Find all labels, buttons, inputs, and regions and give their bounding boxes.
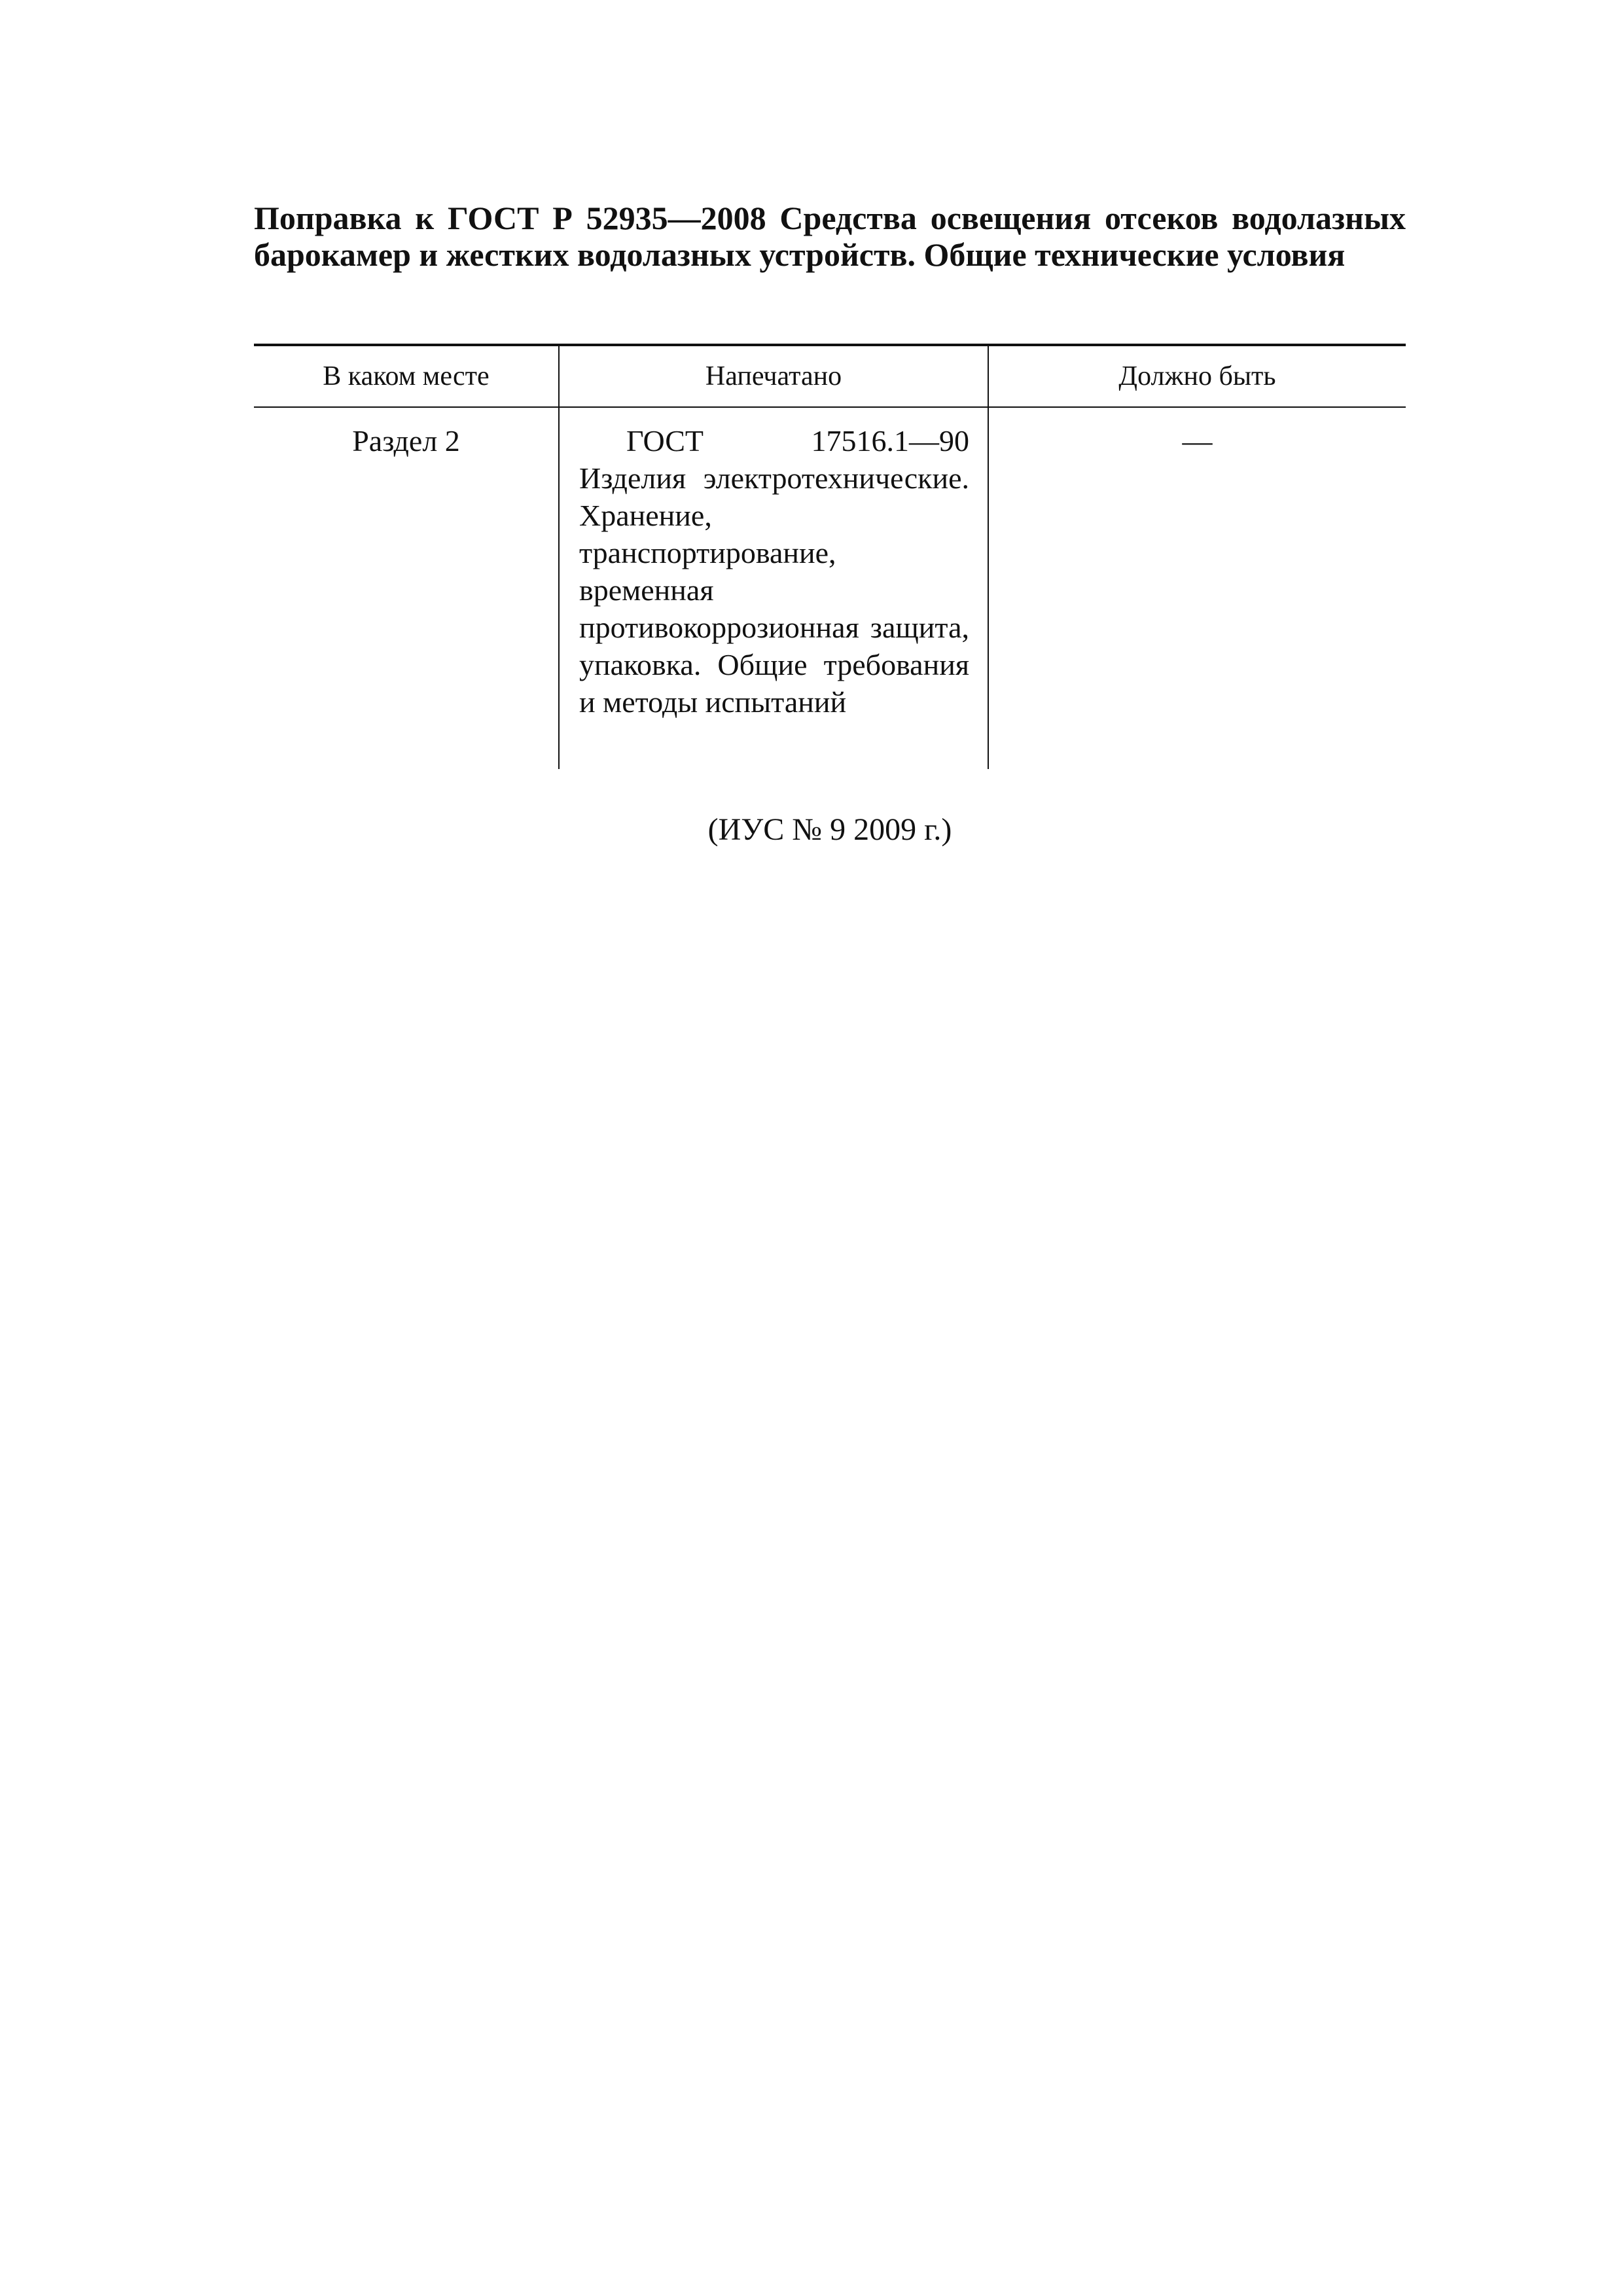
header-place: В каком месте [254, 345, 559, 407]
correction-table [254, 344, 1406, 769]
cell-should-be: — [988, 407, 1406, 769]
table-header-row [254, 345, 1406, 407]
header-should-be: Должно быть [988, 345, 1406, 407]
cell-place: Раздел 2 [352, 424, 460, 457]
document-title: Поправка к ГОСТ Р 52935—2008 Средства освещения отсеков водолазных барокамер и жестких водолазных устройств. Общие технические условия [254, 200, 1406, 273]
source-reference: (ИУС № 9 2009 г.) [707, 812, 952, 847]
header-printed: Напечатано [559, 345, 988, 407]
cell-printed: ГОСТ 17516.1—90 Изделия электротехнические. Хранение, транспортирование, временная противокоррозионная защита, упаковка. Общие требования и методы испытаний [559, 407, 988, 769]
table-row [254, 407, 1406, 769]
